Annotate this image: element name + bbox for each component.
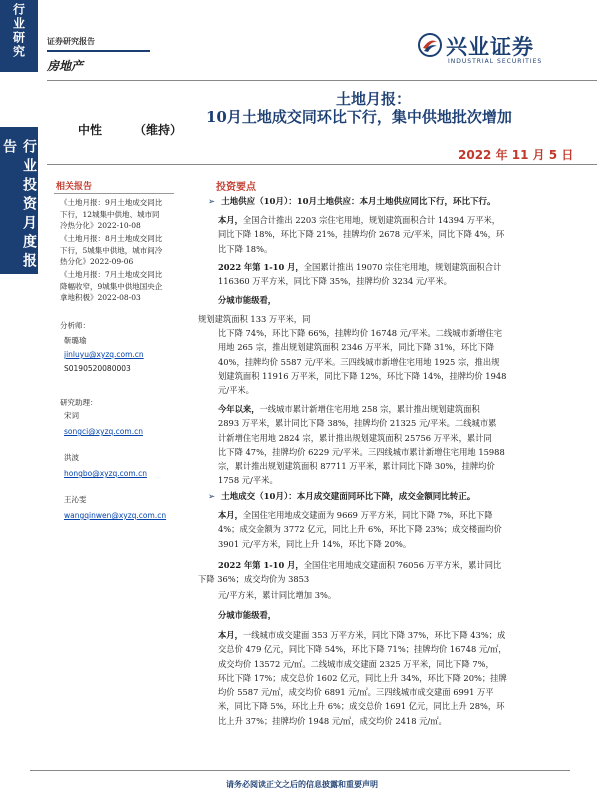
related-report-line: 下行，5城集中供地，城市间冷 — [60, 245, 163, 255]
summary-paragraph — [218, 628, 596, 728]
summary-paragraph — [218, 588, 596, 602]
assistant-entry — [64, 452, 147, 479]
sidebar-top-text: 行业研究 — [11, 3, 26, 59]
paragraph-fragment: 下降 36%；成交均价为 3853 — [198, 574, 310, 584]
summary-paragraph — [218, 558, 596, 572]
company-logo — [418, 31, 598, 73]
paragraph-line: 比下降 47%，挂牌均价 6229 元/平米。三四线城市累计新增住宅用地 15988 — [218, 446, 505, 457]
analyst-label: 分析师： — [60, 321, 90, 330]
sidebar-bottom-text: 行业投资月度报告 — [1, 139, 37, 272]
paragraph-line: 比下降 74%，环比下降 66%，挂牌均价 16748 元/平米。二线城市新增住宅 — [218, 328, 503, 338]
paragraph-lead: 本月， — [218, 510, 243, 520]
logo-english: INDUSTRIAL SECURITIES — [448, 58, 543, 65]
paragraph-lead: 2022 年第 1-10 月， — [218, 262, 304, 272]
analyst-cert-number: S0190520080003 — [64, 364, 131, 373]
summary-paragraph — [218, 402, 596, 488]
related-report-line: 《土地月报：8月土地成交同比 — [60, 234, 163, 243]
paragraph-line: 米，同比下降 5%，环比上升 6%；成交总价 1691 亿元，同比上升 28%，环 — [218, 701, 505, 712]
bullet-text: 土地供应（10月）：10月土地供应：本月土地供应同比下行，环比下行。 — [221, 197, 496, 207]
sidebar-bottom-band — [0, 127, 38, 274]
analyst-email-link[interactable]: jinluyu@xyzq.com.cn — [64, 350, 144, 359]
assistant-entry — [64, 410, 143, 437]
report-title-line2: 10月土地成交同环比下行，集中供地批次增加 — [206, 108, 512, 126]
paragraph-line: 比下降 18%。 — [218, 243, 273, 254]
paragraph-line: 划建筑面积 11916 万平米，同比下降 12%，环比下降 14%，挂牌均价 1948 — [218, 370, 507, 381]
assistant-label: 研究助理： — [60, 398, 98, 407]
paragraph-line: 元/平方米，累计同比增加 3%。 — [218, 590, 337, 600]
header-divider — [47, 50, 150, 52]
arrow-right-icon: ➢ — [208, 197, 216, 207]
paragraph-line: 全国住宅用地成交建面积 76056 万平方米，累计同比 — [303, 560, 502, 570]
related-reports-divider — [54, 193, 174, 194]
assistant-email-link[interactable]: hongbo@xyzq.com.cn — [64, 469, 147, 478]
paragraph-line: 2893 万平米，累计同比下降 38%，挂牌均价 21325 元/平米。二线城市累 — [218, 418, 497, 429]
footer-divider — [30, 770, 570, 771]
date-divider — [47, 164, 597, 165]
rating-value: 中性 — [78, 123, 103, 137]
paragraph-line: 一线城市累计新增住宅用地 258 宗，累计推出规划建筑面积 — [259, 404, 480, 414]
paragraph-line: 全国合计推出 2203 宗住宅用地，规划建筑面积合计 14394 万平米， — [242, 215, 501, 225]
sector-divider — [47, 80, 597, 81]
summary-bullet — [208, 490, 475, 502]
paragraph-fragment: 规划建筑面积 133 万平米，同 — [198, 314, 311, 324]
report-date: 2022 年 11 月 5 日 — [458, 148, 574, 162]
paragraph-line: 1758 元/平米。 — [218, 475, 278, 486]
related-report-item[interactable] — [60, 269, 162, 304]
assistant-name: 王沁雯 — [64, 495, 87, 504]
paragraph-line: 均价 5587 元/㎡，成交均价 6891 元/㎡。三四线城市成交建面 6991 万平 — [218, 687, 494, 698]
summary-bullet — [208, 195, 496, 207]
related-report-line: 降幅收窄，9城集中供地国央企 — [60, 281, 163, 291]
sidebar-top-band — [0, 0, 38, 72]
assistant-name: 洪波 — [64, 453, 79, 462]
report-title-line1: 土地月报： — [336, 90, 412, 108]
summary-subheading: 分城市能级看， — [218, 295, 277, 305]
logo-name: 兴业证券 — [446, 35, 534, 59]
related-report-item[interactable] — [60, 197, 162, 232]
paragraph-line: 全国累计推出 19070 宗住宅用地，规划建筑面积合计 — [303, 262, 502, 272]
rating-change: （维持） — [134, 123, 183, 137]
assistant-email-link[interactable]: wangqinwen@xyzq.com.cn — [64, 511, 167, 520]
summary-paragraph — [218, 508, 596, 551]
arrow-right-icon: ➢ — [208, 492, 216, 502]
paragraph-line: 116360 万平方米，同比下降 35%，挂牌均价 3234 元/平米。 — [218, 276, 452, 287]
footer-disclaimer: 请务必阅读正文之后的信息披露和重要声明 — [226, 779, 378, 789]
paragraph-line: 40%，挂牌均价 5587 元/平米。三四线城市新增住宅用地 1925 宗，推出规 — [218, 356, 500, 367]
paragraph-line: 一线城市成交建面 353 万平方米，同比下降 37%，环比下降 43%；成 — [242, 630, 506, 640]
paragraph-lead: 本月， — [218, 630, 243, 640]
paragraph-line: 全国住宅用地成交建面为 9669 万平方米，同比下降 7%，环比下降 — [242, 510, 493, 520]
paragraph-line: 计新增住宅用地 2824 宗，累计推出规划建筑面积 25756 万平米，累计同 — [218, 432, 492, 443]
paragraph-line: 4%；成交金额为 3772 亿元，同比上升 6%，环比下降 23%；成交楼面均价 — [218, 524, 502, 535]
sector-label: 房地产 — [47, 59, 84, 73]
paragraph-line: 环比下降 17%；成交总价 1602 亿元，同比上升 34%，环比下降 20%；挂牌 — [218, 672, 507, 683]
paragraph-line: 元/平米。 — [218, 385, 254, 396]
bullet-text: 土地成交（10月）：本月成交建面同环比下降，成交金额同比转正。 — [221, 492, 476, 502]
paragraph-lead: 今年以来， — [218, 404, 260, 414]
paragraph-lead: 2022 年第 1-10 月， — [218, 560, 304, 570]
summary-paragraph — [218, 260, 596, 289]
related-report-line: 《土地月报：7月土地成交同比 — [60, 270, 163, 279]
related-report-line: 冷热分化》2022-10-08 — [60, 221, 141, 230]
paragraph-line: 成交均价 13572 元/㎡。二线城市成交建面 2325 万平米，同比下降 7%， — [218, 658, 494, 669]
paragraph-line: 交总价 479 亿元，同比下降 54%，环比下降 71%；挂牌均价 16748 元/㎡， — [218, 644, 507, 655]
logo-mark-icon — [418, 33, 442, 57]
related-report-line: 下行，12城集中供地、城市同 — [60, 209, 160, 219]
summary-paragraph — [218, 326, 596, 397]
assistant-email-link[interactable]: songci@xyzq.com.cn — [64, 427, 143, 436]
related-report-line: 拿地积极》2022-08-03 — [60, 293, 141, 302]
report-type-label: 证券研究报告 — [47, 37, 95, 46]
summary-paragraph — [218, 213, 596, 256]
paragraph-lead: 本月， — [218, 215, 243, 225]
paragraph-line: 3901 元/平方米，同比上升 14%，环比下降 20%。 — [218, 538, 412, 549]
related-report-line: 《土地月报：9月土地成交同比 — [60, 198, 163, 207]
assistant-name: 宋词 — [64, 411, 79, 420]
related-report-item[interactable] — [60, 233, 162, 268]
related-report-line: 热分化》2022-09-06 — [60, 257, 134, 266]
assistant-entry — [64, 494, 166, 521]
related-reports-title: 相关报告 — [56, 182, 93, 192]
paragraph-line: 比上升 37%；挂牌均价 1948 元/㎡，成交均价 2418 元/㎡。 — [218, 715, 447, 726]
summary-title: 投资要点 — [216, 182, 256, 193]
analyst-name: 靳璐瑜 — [64, 336, 87, 345]
analyst-lead — [64, 335, 144, 374]
paragraph-line: 用地 265 宗，推出规划建筑面积 2346 万平米，同比下降 31%，环比下降 — [218, 342, 495, 353]
paragraph-line: 同比下降 18%，环比下降 21%，挂牌均价 2678 元/平米，同比下降 4%，环 — [218, 229, 505, 240]
paragraph-line: 宗，累计推出规划建筑面积 87711 万平米，累计同比下降 30%，挂牌均价 — [218, 461, 495, 472]
summary-subheading: 分城市能级看， — [218, 610, 277, 620]
